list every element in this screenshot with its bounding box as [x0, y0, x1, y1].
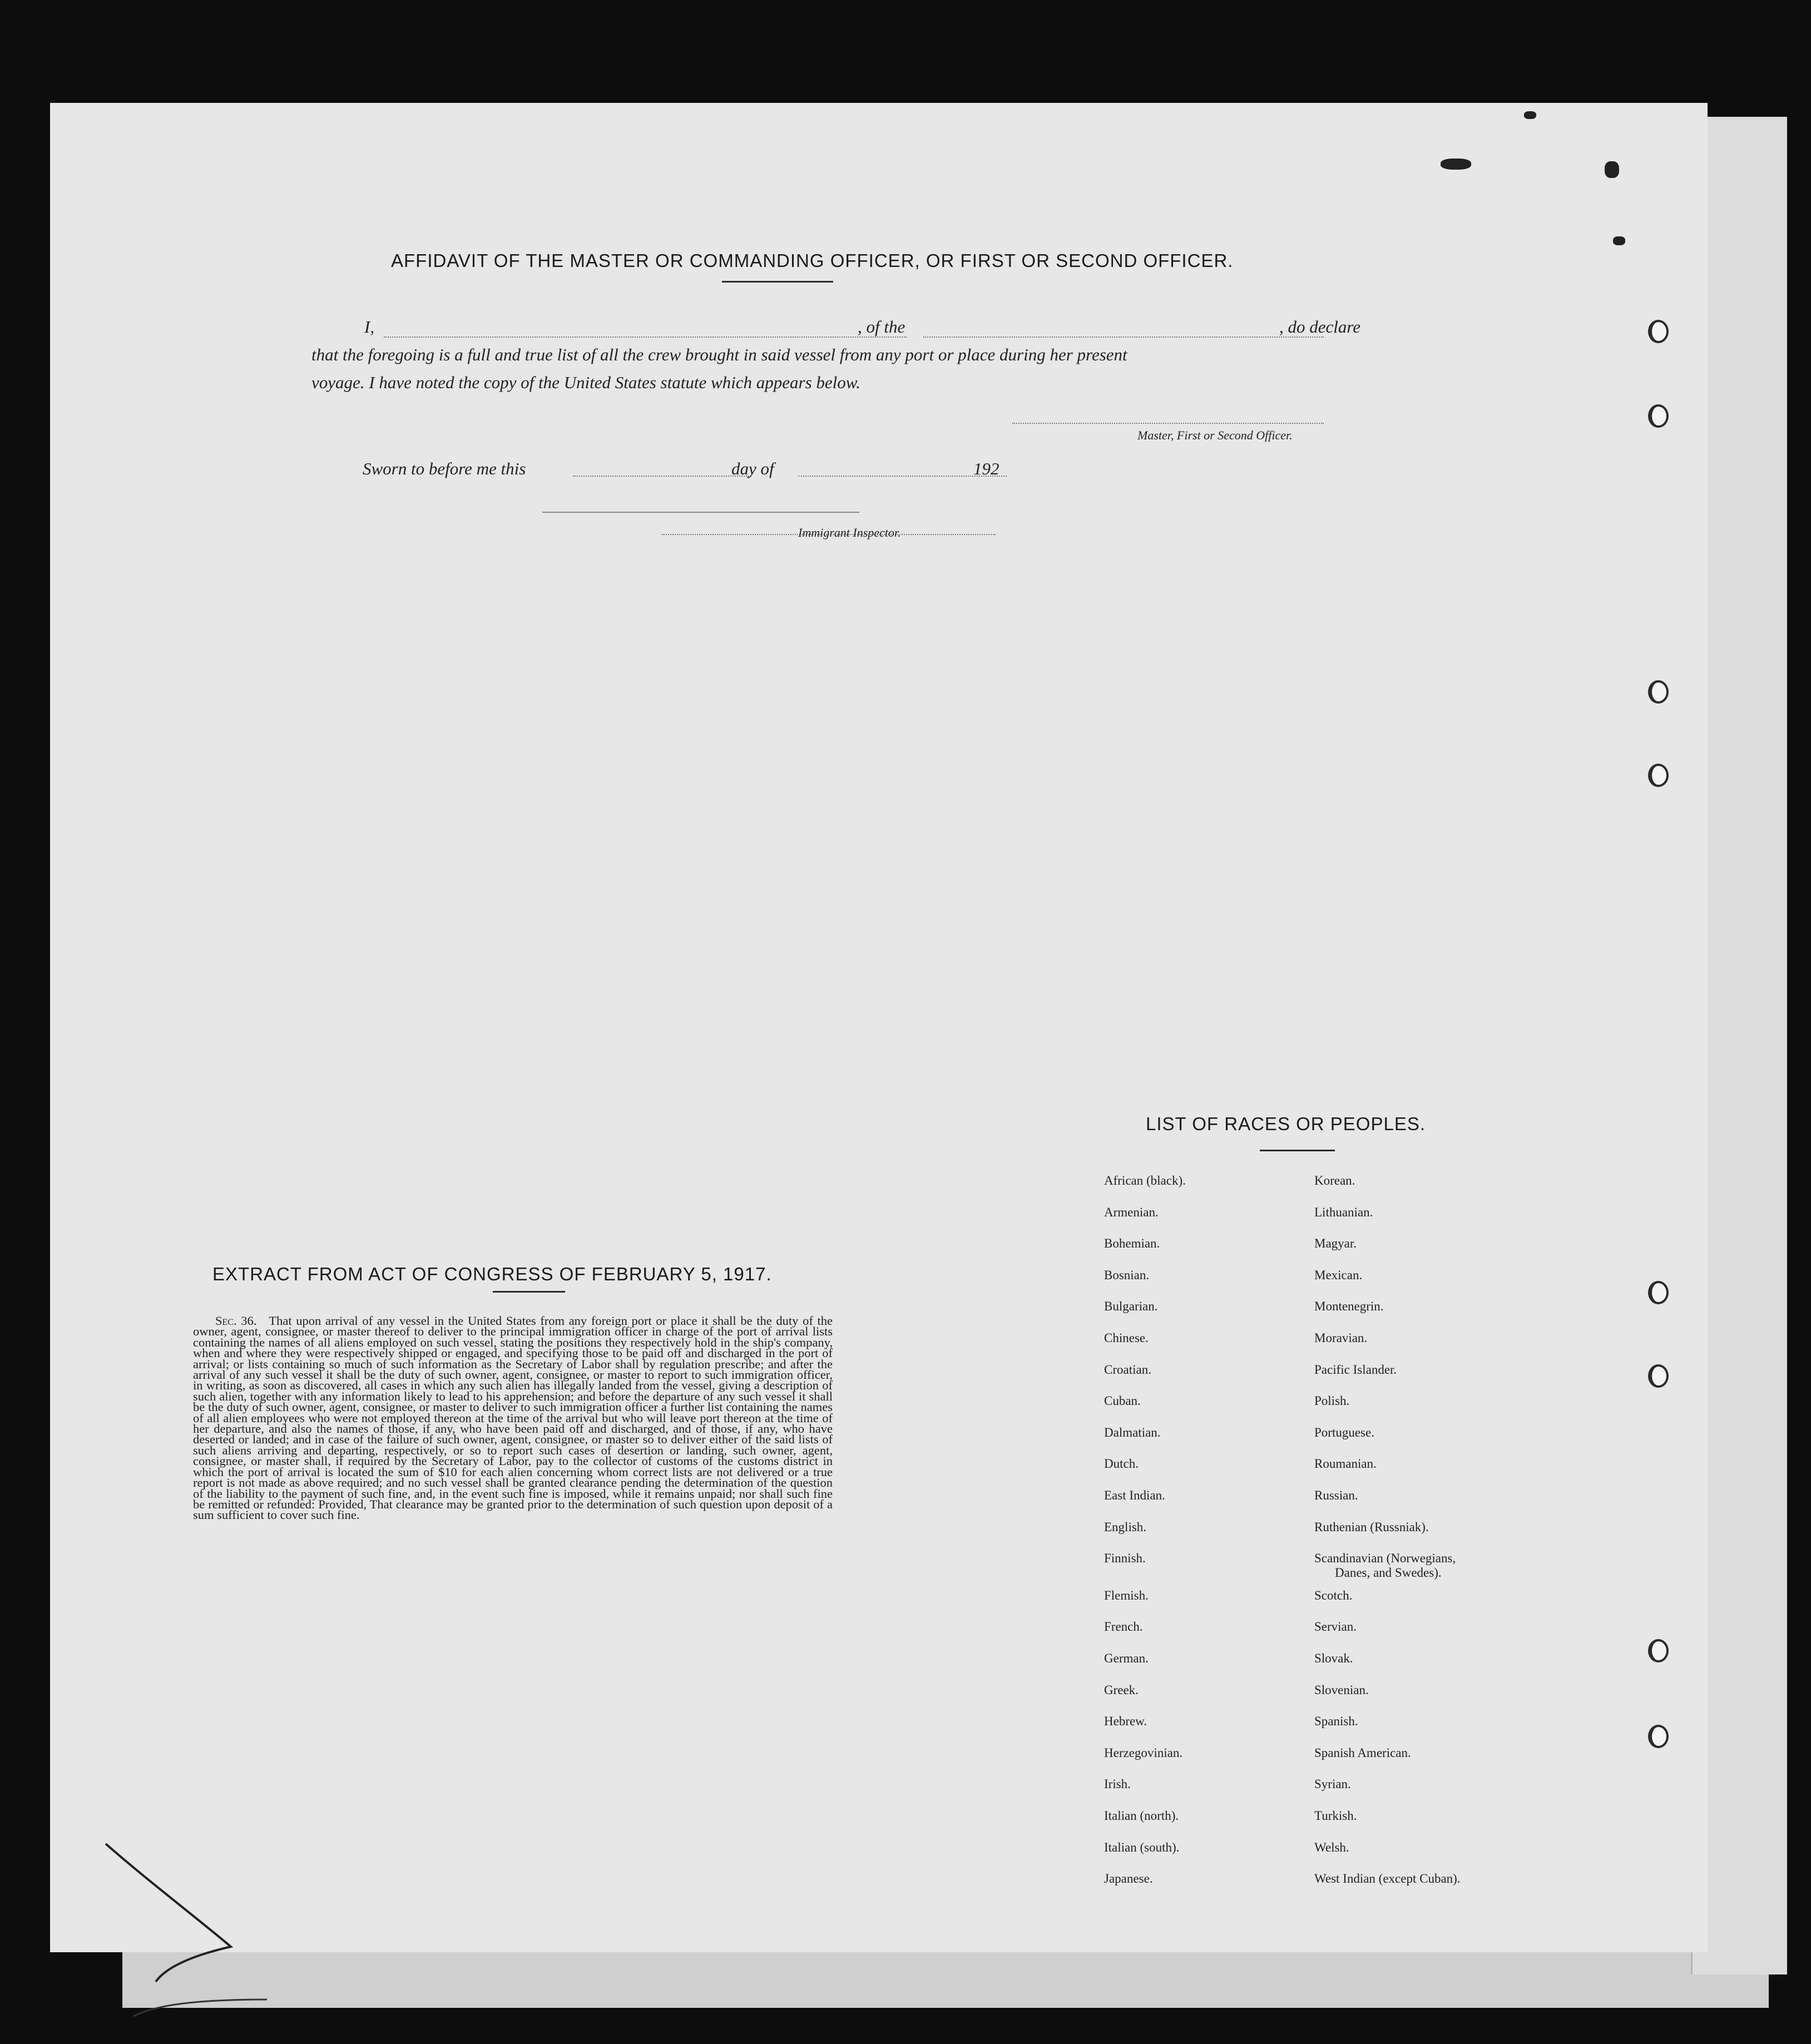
race-item: Armenian.: [1104, 1205, 1159, 1219]
race-item: Italian (south).: [1104, 1840, 1180, 1854]
race-item: Welsh.: [1314, 1840, 1349, 1854]
races-title: LIST OF RACES OR PEOPLES.: [1146, 1113, 1426, 1134]
inspector-upper-line: [542, 512, 859, 513]
binding-hole: [1648, 1281, 1669, 1304]
master-signature-line: [1012, 423, 1324, 424]
race-item: Bosnian.: [1104, 1268, 1150, 1282]
race-item: Russian.: [1314, 1488, 1358, 1502]
extract-text: That upon arrival of any vessel in the United States from any foreign port or place it shall be the duty of the owner, agent, consignee, or master thereof to deliver to the principal immigration officer in charge of the port of arrival lists containing the names of all aliens employed on such vessel, stating the positions they respectively hold in the ship's company, when and where they were respectively shipped or engaged, and specifying those to be paid off and discharged in the port of arrival; or lists containing so much of such information as the Secretary of Labor shall by regulation prescribe; and after the arrival of any such vessel it shall be the duty of such owner, agent, consignee, or master to report to such immigration officer, in writing, as soon as discovered, all cases in which any such alien has illegally landed from the vessel, giving a description of such alien, together with any information likely to lead to his apprehension; and before the departure of any such vessel it shall be the duty of such owner, agent, consignee, or master to deliver to such immigration officer a further list containing the names of all alien employees who were not employed thereon at the time of the arrival but who will leave port thereon at the time of her departure, and also the names of those, if any, who have been paid off and discharged, and of those, if any, who have deserted or landed; and in case of the failure of such owner, agent, consignee, or master so to deliver either of the said lists of such aliens arriving and departing, respectively, or so to report such cases of desertion or landing, such owner, agent, consignee, or master shall, if required by the Secretary of Labor, pay to the collector of customs of the customs district in which the port of arrival is located the sum of $10 for each alien concerning whom correct lists are not delivered or a true report is not made as above required; and no such vessel shall be granted clearance pending the determination of the question of the liability to the payment of such fine, and, in the event such fine is imposed, while it remains unpaid; nor shall such fine be remitted or refunded: Provided, That clearance may be granted prior to the determination of such question upon deposit of a sum sufficient to cover such fine.: [193, 1314, 833, 1522]
race-item: Pacific Islander.: [1314, 1362, 1397, 1377]
race-item: Chinese.: [1104, 1331, 1149, 1345]
race-item: Herzegovinian.: [1104, 1745, 1183, 1760]
sworn-day-of: day of: [731, 459, 774, 478]
ink-speck: [1441, 159, 1471, 170]
race-item: West Indian (except Cuban).: [1314, 1872, 1461, 1886]
race-item: English.: [1104, 1520, 1147, 1534]
race-item: Irish.: [1104, 1777, 1131, 1791]
binding-hole: [1648, 764, 1669, 787]
race-item: Bulgarian.: [1104, 1299, 1158, 1314]
race-item: Roumanian.: [1314, 1457, 1377, 1471]
race-item: Dalmatian.: [1104, 1425, 1161, 1439]
sworn-prefix: Sworn to before me this: [363, 459, 526, 478]
races-title-rule: [1260, 1150, 1335, 1151]
race-item: Finnish.: [1104, 1551, 1146, 1566]
document-page: [50, 103, 1708, 1952]
binding-hole: [1648, 404, 1669, 428]
extract-title-rule: [493, 1291, 565, 1293]
race-item: Spanish American.: [1314, 1745, 1411, 1760]
race-item: Turkish.: [1314, 1809, 1357, 1823]
master-signature-caption: Master, First or Second Officer.: [1137, 428, 1293, 442]
race-item: Moravian.: [1314, 1331, 1368, 1345]
race-item: Flemish.: [1104, 1588, 1149, 1602]
ink-speck: [1524, 111, 1536, 119]
extract-body: [193, 1315, 833, 1521]
race-item: Servian.: [1314, 1620, 1357, 1634]
binding-hole: [1648, 1639, 1669, 1662]
race-item: French.: [1104, 1620, 1143, 1634]
declaration-of-the: , of the: [858, 317, 906, 336]
race-item: Croatian.: [1104, 1362, 1151, 1377]
race-item: Scotch.: [1314, 1588, 1353, 1602]
sworn-day-blank: [573, 476, 751, 477]
binding-hole: [1648, 1725, 1669, 1748]
race-item: Hebrew.: [1104, 1714, 1147, 1729]
race-item: Syrian.: [1314, 1777, 1351, 1791]
race-item: Lithuanian.: [1314, 1205, 1373, 1219]
race-item: Scandinavian (Norwegians,: [1314, 1551, 1456, 1566]
extract-title: EXTRACT FROM ACT OF CONGRESS OF FEBRUARY 5, 1917.: [212, 1264, 772, 1284]
race-item: Mexican.: [1314, 1268, 1363, 1282]
race-item: Polish.: [1314, 1394, 1350, 1408]
extract-section-label: Sec. 36.: [215, 1314, 257, 1328]
race-item: Spanish.: [1314, 1714, 1358, 1729]
ink-speck: [1613, 236, 1625, 245]
race-item: Slovak.: [1314, 1651, 1353, 1665]
inspector-caption: Immigrant Inspector.: [798, 526, 901, 540]
race-item: Slovenian.: [1314, 1682, 1369, 1697]
vessel-blank: [923, 336, 1324, 338]
race-item: African (black).: [1104, 1174, 1186, 1187]
race-item: Italian (north).: [1104, 1809, 1179, 1823]
affidavit-title: AFFIDAVIT OF THE MASTER OR COMMANDING OFFICER, OR FIRST OR SECOND OFFICER.: [391, 250, 1234, 271]
binding-hole: [1648, 1364, 1669, 1388]
race-item: East Indian.: [1104, 1488, 1165, 1502]
race-item: Dutch.: [1104, 1457, 1139, 1471]
race-item: Japanese.: [1104, 1872, 1153, 1886]
race-item: Bohemian.: [1104, 1236, 1160, 1251]
race-item: Ruthenian (Russniak).: [1314, 1520, 1429, 1534]
race-item: German.: [1104, 1651, 1149, 1665]
race-item: Greek.: [1104, 1682, 1139, 1697]
race-item: Portuguese.: [1314, 1425, 1374, 1439]
ink-speck: [1605, 161, 1619, 178]
pencil-mark: [83, 1833, 317, 2044]
declaration-line-2: that the foregoing is a full and true list of all the crew brought in said vessel from any port or place during her present: [311, 345, 1127, 364]
sworn-year: 192: [973, 459, 999, 478]
race-item: Montenegrin.: [1314, 1299, 1384, 1314]
race-item: Magyar.: [1314, 1236, 1357, 1251]
declaration-do-declare: , do declare: [1279, 317, 1361, 336]
affidavit-title-rule: [722, 281, 833, 283]
race-item: Cuban.: [1104, 1394, 1141, 1408]
binding-hole: [1648, 320, 1669, 343]
race-item: Danes, and Swedes).: [1335, 1566, 1442, 1580]
name-blank: [384, 336, 907, 338]
race-item: Korean.: [1314, 1174, 1355, 1187]
declaration-i: I,: [364, 317, 375, 336]
declaration-line-3: voyage. I have noted the copy of the United States statute which appears below.: [311, 373, 860, 392]
binding-hole: [1648, 680, 1669, 704]
